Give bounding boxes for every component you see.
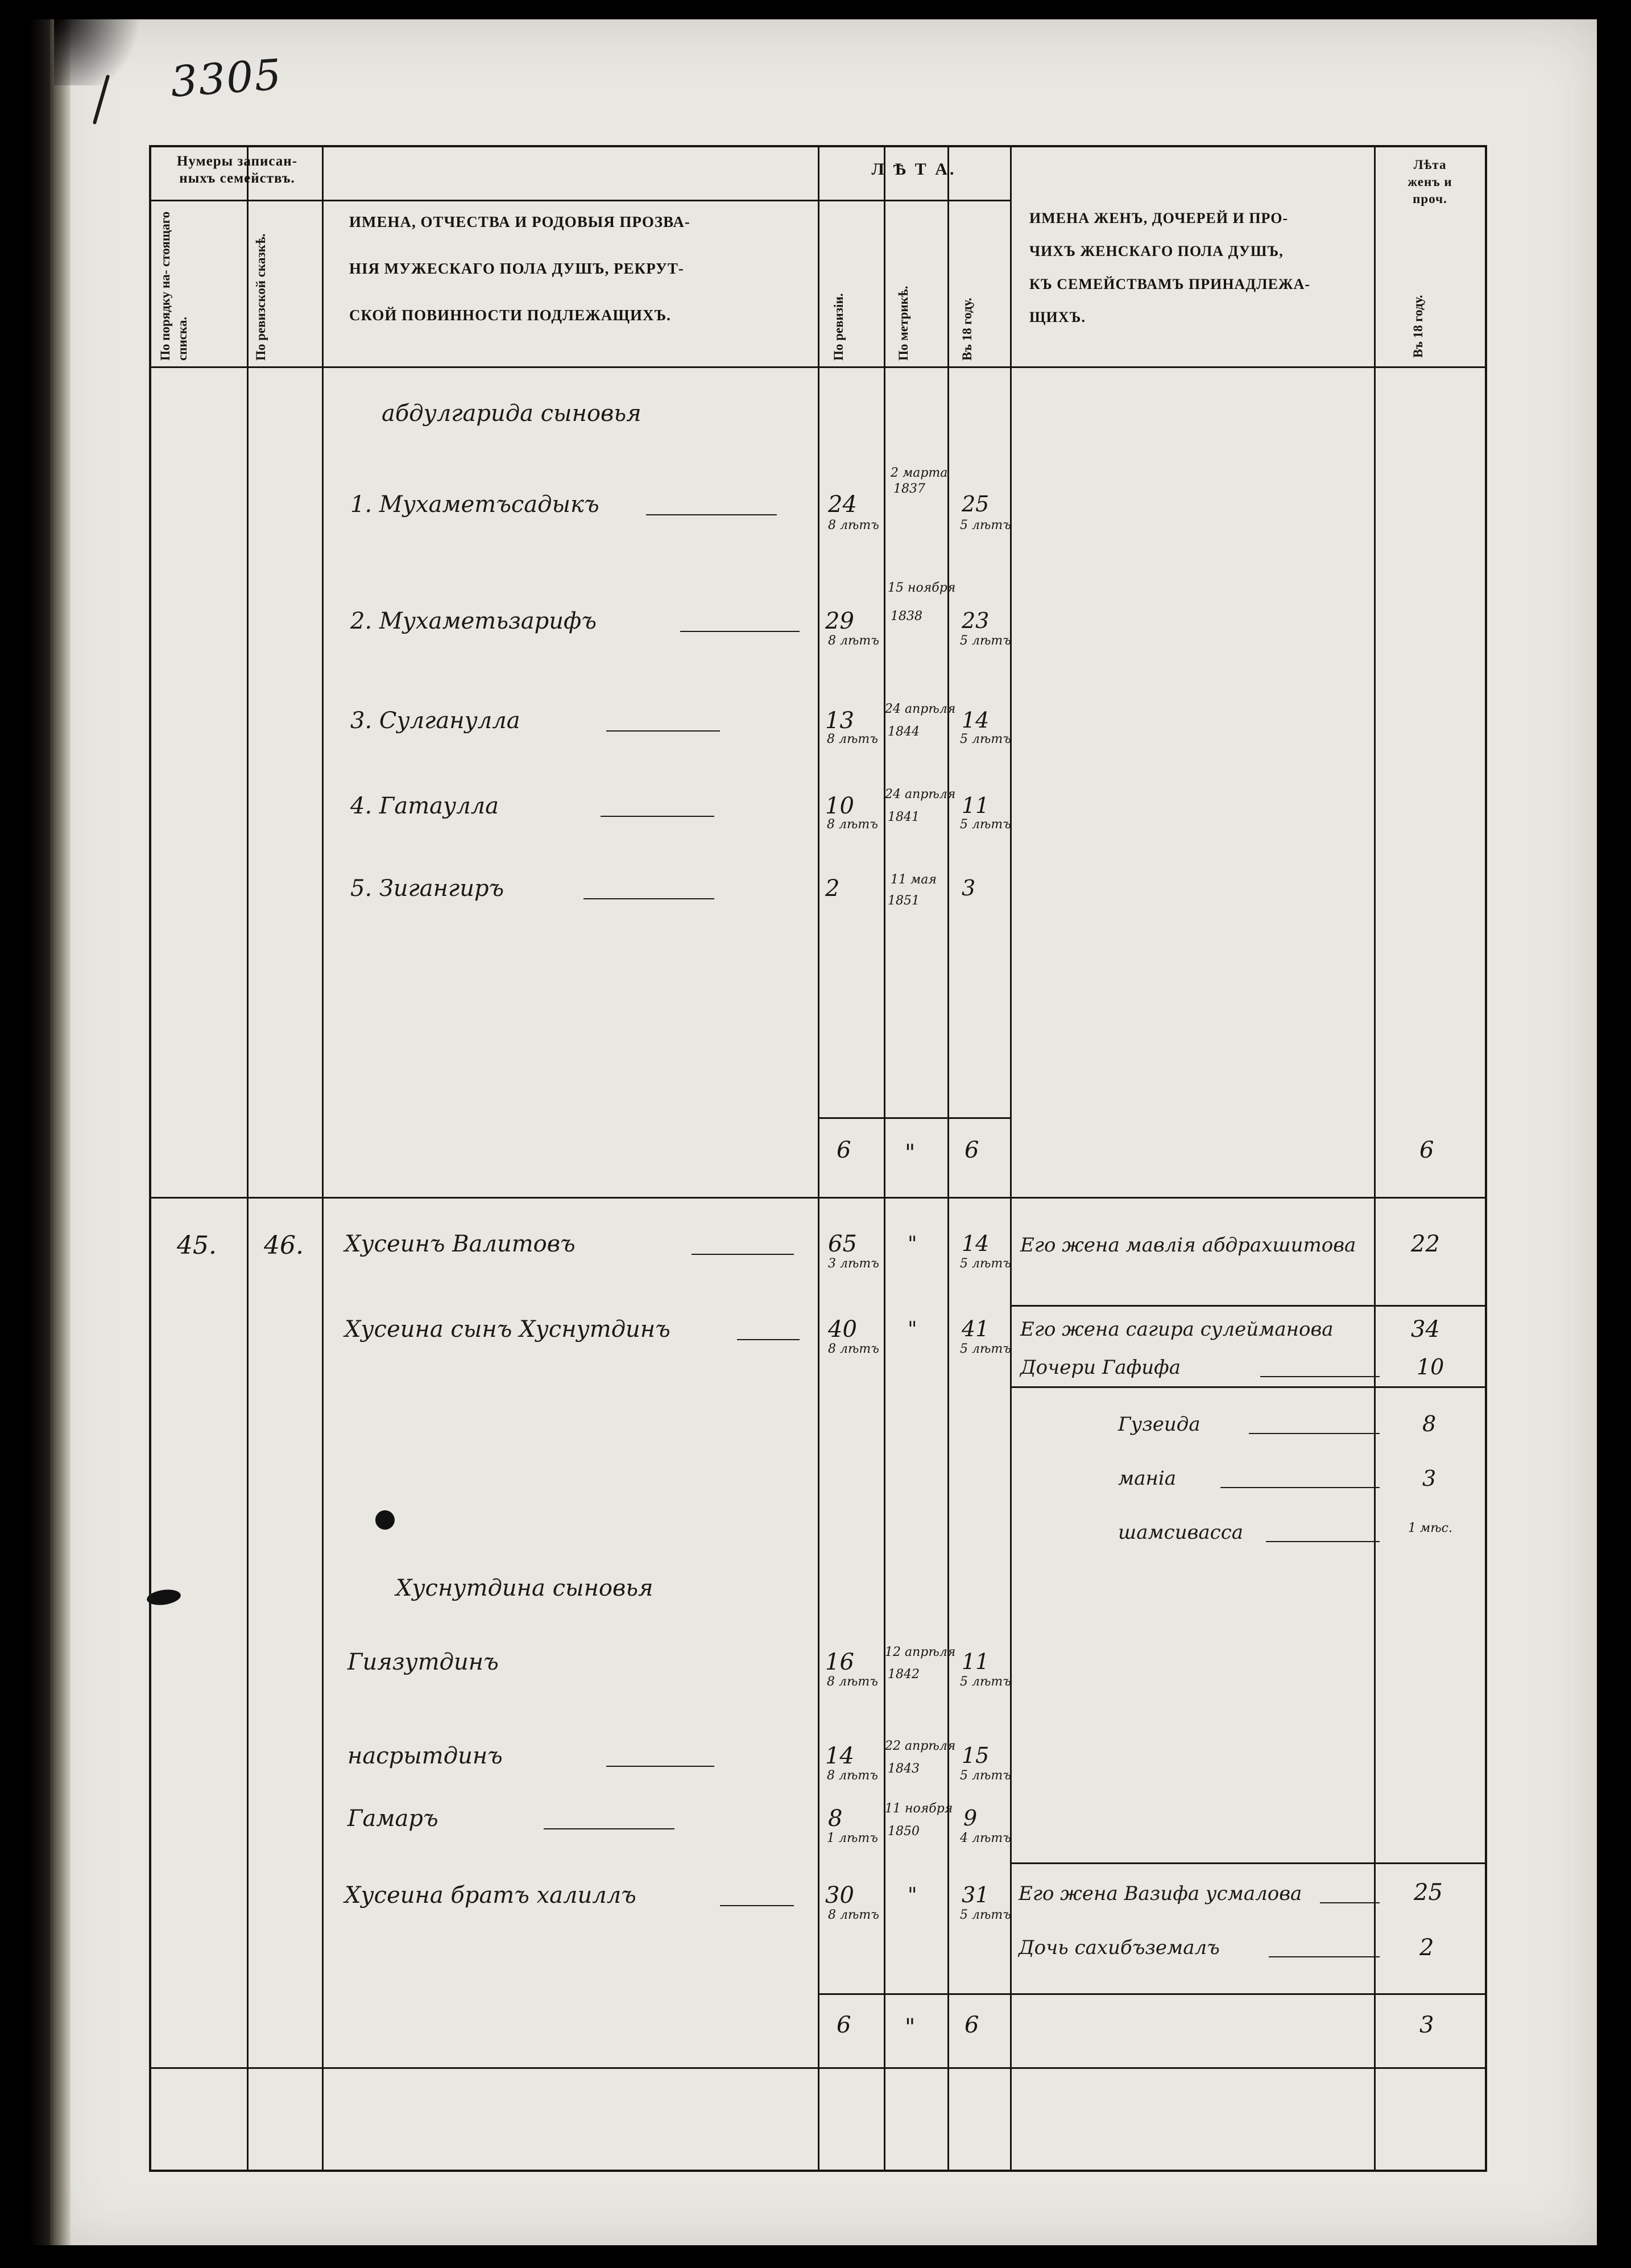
rule-v3 <box>818 147 819 2170</box>
header-women-l3: КЪ СЕМЕЙСТВАМЪ ПРИНАДЛЕЖА- <box>1029 276 1311 292</box>
block2-total-rev: 6 <box>837 2012 851 2038</box>
rule-h-lastrow <box>1010 1862 1485 1864</box>
rule-h-row46 <box>1010 1386 1485 1388</box>
rule-h-block1-total <box>151 1197 1485 1199</box>
block2-row2-in18-sub: 5 лѣтъ <box>960 1342 1011 1356</box>
block2-brother-daughter: Дочь сахибъземалъ <box>1019 1936 1220 1959</box>
block2-son1-in18-sub: 5 лѣтъ <box>960 1675 1011 1689</box>
header-col-revision-l2: сказкѣ. <box>254 233 268 278</box>
header-years-revision-label: По ревизіи. <box>831 293 846 361</box>
block2-son2-rev: 14 <box>825 1743 854 1769</box>
rule-h-row45 <box>1010 1305 1485 1307</box>
block1-row5-name: 5. Зигангиръ <box>350 875 504 902</box>
header-families-group <box>155 153 320 187</box>
block2-brother-in18: 31 <box>962 1882 990 1907</box>
block2-row2-rev: 40 <box>828 1316 857 1342</box>
rule-h-header-bottom <box>151 366 1485 368</box>
header-names-l1: ИМЕНА, ОТЧЕСТВА И РОДОВЫЯ ПРОЗВА- <box>349 213 690 230</box>
block1-row4-metric-top: 24 апрѣля <box>885 787 956 802</box>
archive-number: 3305 <box>169 50 284 107</box>
header-women-years-l3: проч. <box>1413 192 1447 206</box>
header-years-metric <box>896 241 945 361</box>
block2-son2-metric-top: 22 апрѣля <box>885 1739 956 1753</box>
block2-daughter1-age: 10 <box>1417 1354 1444 1379</box>
block2-son3-leader <box>544 1828 674 1829</box>
block2-total-women: 3 <box>1419 2012 1434 2038</box>
block1-row4-leader <box>601 816 714 817</box>
block1-total-women: 6 <box>1419 1137 1434 1163</box>
family-no-current: 45. <box>177 1231 217 1260</box>
block1-row5-rev: 2 <box>825 875 840 902</box>
block1-row4-in18: 11 <box>962 793 990 818</box>
block1-row1-leader <box>646 514 777 515</box>
header-years-metric-label: По метрикѣ. <box>896 286 910 361</box>
block2-son3-metric-bottom: 1 лѣтъ <box>827 1831 878 1845</box>
header-col-revision <box>252 210 318 361</box>
page-edge-top <box>0 0 1631 19</box>
block1-row4-metric-bottom: 8 лѣтъ <box>827 817 878 832</box>
block2-row1-in18-sub: 5 лѣтъ <box>960 1257 1011 1271</box>
block2-row1-name: Хусеинъ Валитовъ <box>345 1231 576 1257</box>
block2-daughter2-age: 8 <box>1422 1411 1437 1436</box>
block2-son1-metric-bottom: 8 лѣтъ <box>827 1675 878 1689</box>
block2-son1-metric-top: 12 апрѣля <box>885 1645 956 1659</box>
block2-son1-metric-year: 1842 <box>888 1667 920 1682</box>
block1-row5-in18: 3 <box>962 875 976 900</box>
block1-row1-in18-sub: 5 лѣтъ <box>960 518 1011 532</box>
header-col-revision-l1: По ревизской <box>254 280 268 361</box>
block2-row2-rev-sub: 8 лѣтъ <box>828 1342 879 1356</box>
header-names-l3: СКОЙ ПОВИННОСТИ ПОДЛЕЖАЩИХЪ. <box>349 307 671 324</box>
block2-total-in18: 6 <box>964 2012 979 2038</box>
rule-v6 <box>1010 147 1012 2170</box>
block2-brother-leader <box>720 1905 794 1906</box>
header-women-years-l2: женъ и <box>1408 175 1452 189</box>
block2-daughter4-age: 1 мѣс. <box>1408 1521 1452 1535</box>
block2-daughter2-leader <box>1249 1433 1380 1434</box>
block1-total-metric: " <box>905 1140 916 1166</box>
header-col-order-l1: По порядку на- <box>158 270 172 361</box>
block2-row1-women: Его жена мавлія абдрахшитова <box>1020 1234 1356 1257</box>
rule-v7 <box>1374 147 1376 2170</box>
header-families-line1: Нумеры записан- <box>176 154 298 169</box>
block2-brother-wife-leader <box>1320 1902 1380 1903</box>
block1-row1-rev: 24 <box>828 491 857 518</box>
block2-row1-women-age: 22 <box>1411 1231 1440 1257</box>
block2-brother-metric: " <box>908 1884 917 1907</box>
block1-row5-metric-top: 11 мая <box>891 873 937 887</box>
block2-row1-rev-sub: 3 лѣтъ <box>828 1257 879 1271</box>
block2-son2-metric-year: 1843 <box>888 1762 920 1776</box>
block2-brother-rev: 30 <box>825 1882 854 1908</box>
block2-row2-leader <box>737 1339 800 1340</box>
block1-row1-metric-year: 1837 <box>893 482 925 496</box>
block1-row1-metric-bottom: 8 лѣтъ <box>828 518 879 532</box>
block2-row1-leader <box>692 1254 794 1255</box>
page-edge-bottom <box>0 2245 1631 2268</box>
block2-son3-name: Гамаръ <box>347 1806 438 1832</box>
block1-row3-in18: 14 <box>962 708 990 733</box>
rule-h-block2-end <box>818 1993 1485 1995</box>
block1-row4-name: 4. Гатаулла <box>350 793 499 819</box>
block2-brother-daughter-age: 2 <box>1419 1935 1434 1961</box>
header-names-l2: НІЯ МУЖЕСКАГО ПОЛА ДУШЪ, РЕКРУТ- <box>349 260 684 277</box>
rule-h-block1-end <box>818 1117 1010 1119</box>
header-women-years-l1: Лѣта <box>1413 158 1447 172</box>
block1-row3-leader <box>606 730 720 732</box>
block2-son1-rev: 16 <box>825 1649 854 1675</box>
block1-row2-in18-sub: 5 лѣтъ <box>960 634 1011 648</box>
block1-row4-metric-year: 1841 <box>888 810 920 824</box>
block2-row2-in18: 41 <box>962 1316 990 1341</box>
block1-row1-name: 1. Мухаметъсадыкъ <box>350 491 599 518</box>
block2-subheading: Хуснутдина сыновья <box>396 1575 653 1601</box>
header-women-l1: ИМЕНА ЖЕНЪ, ДОЧЕРЕЙ И ПРО- <box>1029 210 1289 226</box>
block2-son2-in18-sub: 5 лѣтъ <box>960 1769 1011 1783</box>
block2-daughter3-leader <box>1220 1487 1380 1488</box>
block2-brother-in18-sub: 5 лѣтъ <box>960 1908 1011 1922</box>
block2-daughter1: Дочери Гафифа <box>1020 1356 1181 1379</box>
block2-daughter2: Гузеида <box>1118 1413 1201 1436</box>
block2-brother-rev-sub: 8 лѣтъ <box>828 1908 879 1922</box>
block1-row2-metric-year: 1838 <box>891 609 922 623</box>
page-edge-right <box>1597 0 1631 2268</box>
block1-row3-name: 3. Сулганулла <box>350 708 520 734</box>
block2-brother-wife: Его жена Вазифа усмалова <box>1019 1882 1302 1905</box>
block1-row3-metric-year: 1844 <box>888 725 920 739</box>
block1-total-rev: 6 <box>837 1137 851 1163</box>
table-header <box>151 147 1485 366</box>
block2-row2-name: Хусеина сынъ Хуснутдинъ <box>345 1316 670 1342</box>
block1-row5-leader <box>583 898 714 899</box>
header-women-l2: ЧИХЪ ЖЕНСКАГО ПОЛА ДУШЪ, <box>1029 243 1284 259</box>
block2-son3-in18-sub: 4 лѣтъ <box>960 1831 1011 1845</box>
family-no-revision: 46. <box>264 1231 304 1260</box>
block1-total-in18: 6 <box>964 1137 979 1163</box>
register-table <box>149 145 1487 2172</box>
rule-v4 <box>884 147 885 2170</box>
block1-row1-in18: 25 <box>962 491 990 517</box>
block1-row2-in18: 23 <box>962 608 990 633</box>
header-women-years-in18-label: Въ 18 году. <box>1411 295 1425 358</box>
block1-heading: абдулгарида сыновья <box>382 400 641 427</box>
block2-daughter4: шамсивасса <box>1118 1521 1244 1544</box>
block1-row3-in18-sub: 5 лѣтъ <box>960 732 1011 746</box>
block2-brother-daughter-leader <box>1269 1956 1380 1957</box>
header-col-order-l2: стоящаго списка. <box>158 211 189 361</box>
page-edge-left <box>0 0 54 2268</box>
block2-son3-rev: 8 <box>828 1806 843 1832</box>
header-names <box>328 199 833 338</box>
header-women-years <box>1377 156 1483 208</box>
block1-row2-metric-top: 15 ноября <box>888 581 956 595</box>
header-women <box>1016 202 1385 334</box>
header-years-in18-label: Въ 18 году. <box>960 298 974 361</box>
block1-row5-metric-year: 1851 <box>888 894 920 908</box>
block1-row2-rev: 29 <box>825 608 854 634</box>
block1-row4-rev: 10 <box>825 793 854 819</box>
block1-row2-name: 2. Мухаметьзарифъ <box>350 608 597 634</box>
header-women-years-in18 <box>1411 227 1456 358</box>
block2-son3-metric-year: 1850 <box>888 1824 920 1839</box>
block2-brother-wife-age: 25 <box>1414 1879 1443 1906</box>
block2-son3-in18: 9 <box>963 1806 978 1831</box>
header-years-revision <box>831 241 883 361</box>
block2-son2-leader <box>606 1766 714 1767</box>
page-corner-shadow <box>54 17 156 85</box>
header-families-line2: ныхъ семействъ. <box>179 171 295 186</box>
block1-row3-rev: 13 <box>825 708 854 734</box>
block2-row1-rev: 65 <box>828 1231 857 1257</box>
block2-row1-in18: 14 <box>962 1231 990 1256</box>
block1-row3-metric-top: 24 апрѣля <box>885 702 956 716</box>
header-col-order <box>157 210 242 361</box>
block2-son2-metric-bottom: 8 лѣтъ <box>827 1769 878 1783</box>
block2-son1-in18: 11 <box>962 1649 990 1674</box>
block2-son1-name: Гиязутдинъ <box>347 1649 499 1675</box>
page-edge-left-inner <box>50 0 71 2268</box>
block2-brother-name: Хусеина братъ халиллъ <box>345 1882 636 1908</box>
rule-h-block2-total <box>151 2067 1485 2069</box>
block2-son3-metric-top: 11 ноября <box>885 1802 953 1816</box>
block2-total-metric: " <box>905 2014 916 2040</box>
rule-v2 <box>322 147 324 2170</box>
header-years-in18 <box>960 216 1009 361</box>
block2-row2-women: Его жена сагира сулейманова <box>1020 1318 1334 1341</box>
block1-row1-metric-top: 2 марта <box>891 466 948 480</box>
block2-son2-in18: 15 <box>962 1743 990 1768</box>
block2-row1-metric: " <box>908 1233 917 1256</box>
block2-son2-name: насрытдинъ <box>347 1743 503 1769</box>
block2-daughter3: маніа <box>1118 1467 1176 1490</box>
header-women-l4: ЩИХЪ. <box>1029 309 1086 325</box>
block2-row2-women-age: 34 <box>1411 1316 1440 1342</box>
block1-row2-metric-bottom: 8 лѣтъ <box>828 634 879 648</box>
block2-daughter4-leader <box>1266 1541 1380 1542</box>
block2-daughter1-leader <box>1260 1376 1380 1377</box>
rule-v5 <box>947 147 949 2170</box>
header-years-label: Л Ѣ Т А. <box>871 160 957 179</box>
rule-v1 <box>247 147 249 2170</box>
header-years-group <box>820 160 1008 179</box>
block1-row3-metric-bottom: 8 лѣтъ <box>827 732 878 746</box>
block2-daughter3-age: 3 <box>1422 1466 1437 1491</box>
block2-row2-metric: " <box>908 1318 917 1341</box>
block1-row4-in18-sub: 5 лѣтъ <box>960 817 1011 832</box>
block1-row2-leader <box>680 631 800 632</box>
